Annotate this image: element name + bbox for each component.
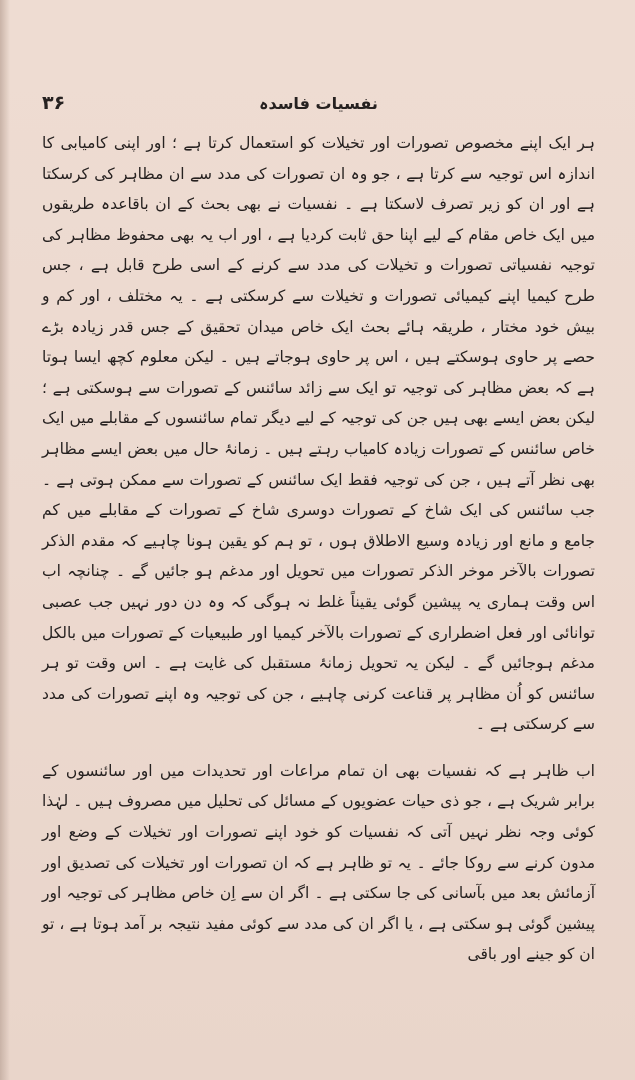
- running-title: نفسیات فاسدہ: [259, 94, 378, 113]
- paragraph: اب ظاہر ہے کہ نفسیات بھی ان تمام مراعات اور تحدیدات میں اور سائنسوں کے برابر شریک ہے ، جو ذی حیات عضویوں کے مسائل کی تحلیل میں مصروف ہیں ۔ لہٰذا کوئی وجہ نظر نہیں آتی کہ نفسیات کو خود اپنے تصورات اور تخیلات کے وضع اور مدون کرنے سے روکا جائے ۔ یہ تو ظاہر ہے کہ ان تصورات اور تخیلات کی تصدیق اور آزمائش بعد میں بآسانی کی جا سکتی ہے ۔ اگر ان سے اِن خاص مظاہر کی توجیہ اور پیشین گوئی ہو سکتی ہے ، یا اگر ان کی مدد سے کوئی مفید نتیجہ بر آمد ہوتا ہے ، تو ان کو جینے اور باقی: [42, 761, 595, 964]
- page-edge-shadow: [0, 0, 10, 1080]
- page-header: [42, 92, 595, 122]
- page-number: ۳۶: [42, 92, 66, 114]
- paragraph: ہر ایک اپنے مخصوص تصورات اور تخیلات کو استعمال کرتا ہے ؛ اور اپنی کامیابی کا اندازہ اس توجیہ سے کرتا ہے ، جو وہ ان تصورات کی مدد سے ان مظاہر کی کرسکتا ہے اور ان کو زیر تصرف لاسکتا ہے ۔ نفسیات نے بھی بحث کے ان باقاعدہ طریقوں میں ایک خاص مقام کے لیے اپنا حق ثابت کردیا ہے ، اور اب یہ بھی محفوظ مظاہر کی توجیہ نفسیاتی تصورات و تخیلات کی مدد سے کرنے کے اسی طرح قابل ہے ، جس طرح کیمیا اپنے کیمیائی تصورات و تخیلات سے کرسکتی ہے ۔ یہ مختلف ، اور کم و بیش خود مختار ، طریقہ ہائے بحث ایک خاص میدان تحقیق کے جس قدر زیادہ بڑے حصے پر حاوی ہوسکتے ہیں ، اس پر حاوی ہوجاتے ہیں ۔ لیکن معلوم کچھ ایسا ہوتا ہے کہ بعض مظاہر کی توجیہ تو ایک سے زائد سائنس کے تصورات سے ہوسکتی ہے ؛ لیکن بعض ایسے بھی ہیں جن کی توجیہ کے لیے دیگر تمام سائنسوں کے مقابلے میں ایک خاص سائنس کے تصورات زیادہ کامیاب رہتے ہیں ۔ زمانۂ حال میں بعض ایسے مظاہر بھی نظر آتے ہیں ، جن کی توجیہ فقط ایک سائنس کے تصورات سے ممکن ہوتی ہے ۔ جب سائنس کی ایک شاخ کے تصورات دوسری شاخ کے تصورات کے مقابلے میں کم جامع و مانع اور زیادہ وسیع الاطلاق ہوں ، تو ہم کو یقین ہونا چاہیے کہ مقدم الذکر تصورات بالآخر موخر الذکر تصورات میں تحویل اور مدغم ہو جائیں گے ۔ چنانچہ اب اس وقت ہماری یہ پیشین گوئی یقیناً غلط نہ ہوگی کہ وہ دن دور نہیں جب عصبی توانائی اور فعل اضطراری کے تصورات بالآخر کیمیا اور طبیعیات کے تصورات میں بالکل مدغم ہوجائیں گے ۔ لیکن یہ تحویل زمانۂ مستقبل کی غایت ہے ۔ اس وقت تو ہر سائنس کو اُن مظاہر پر قناعت کرنی چاہیے ، جن کی توجیہ وہ اپنے تصورات کی مدد سے کرسکتی ہے ۔: [42, 134, 595, 734]
- body-text: [42, 128, 595, 970]
